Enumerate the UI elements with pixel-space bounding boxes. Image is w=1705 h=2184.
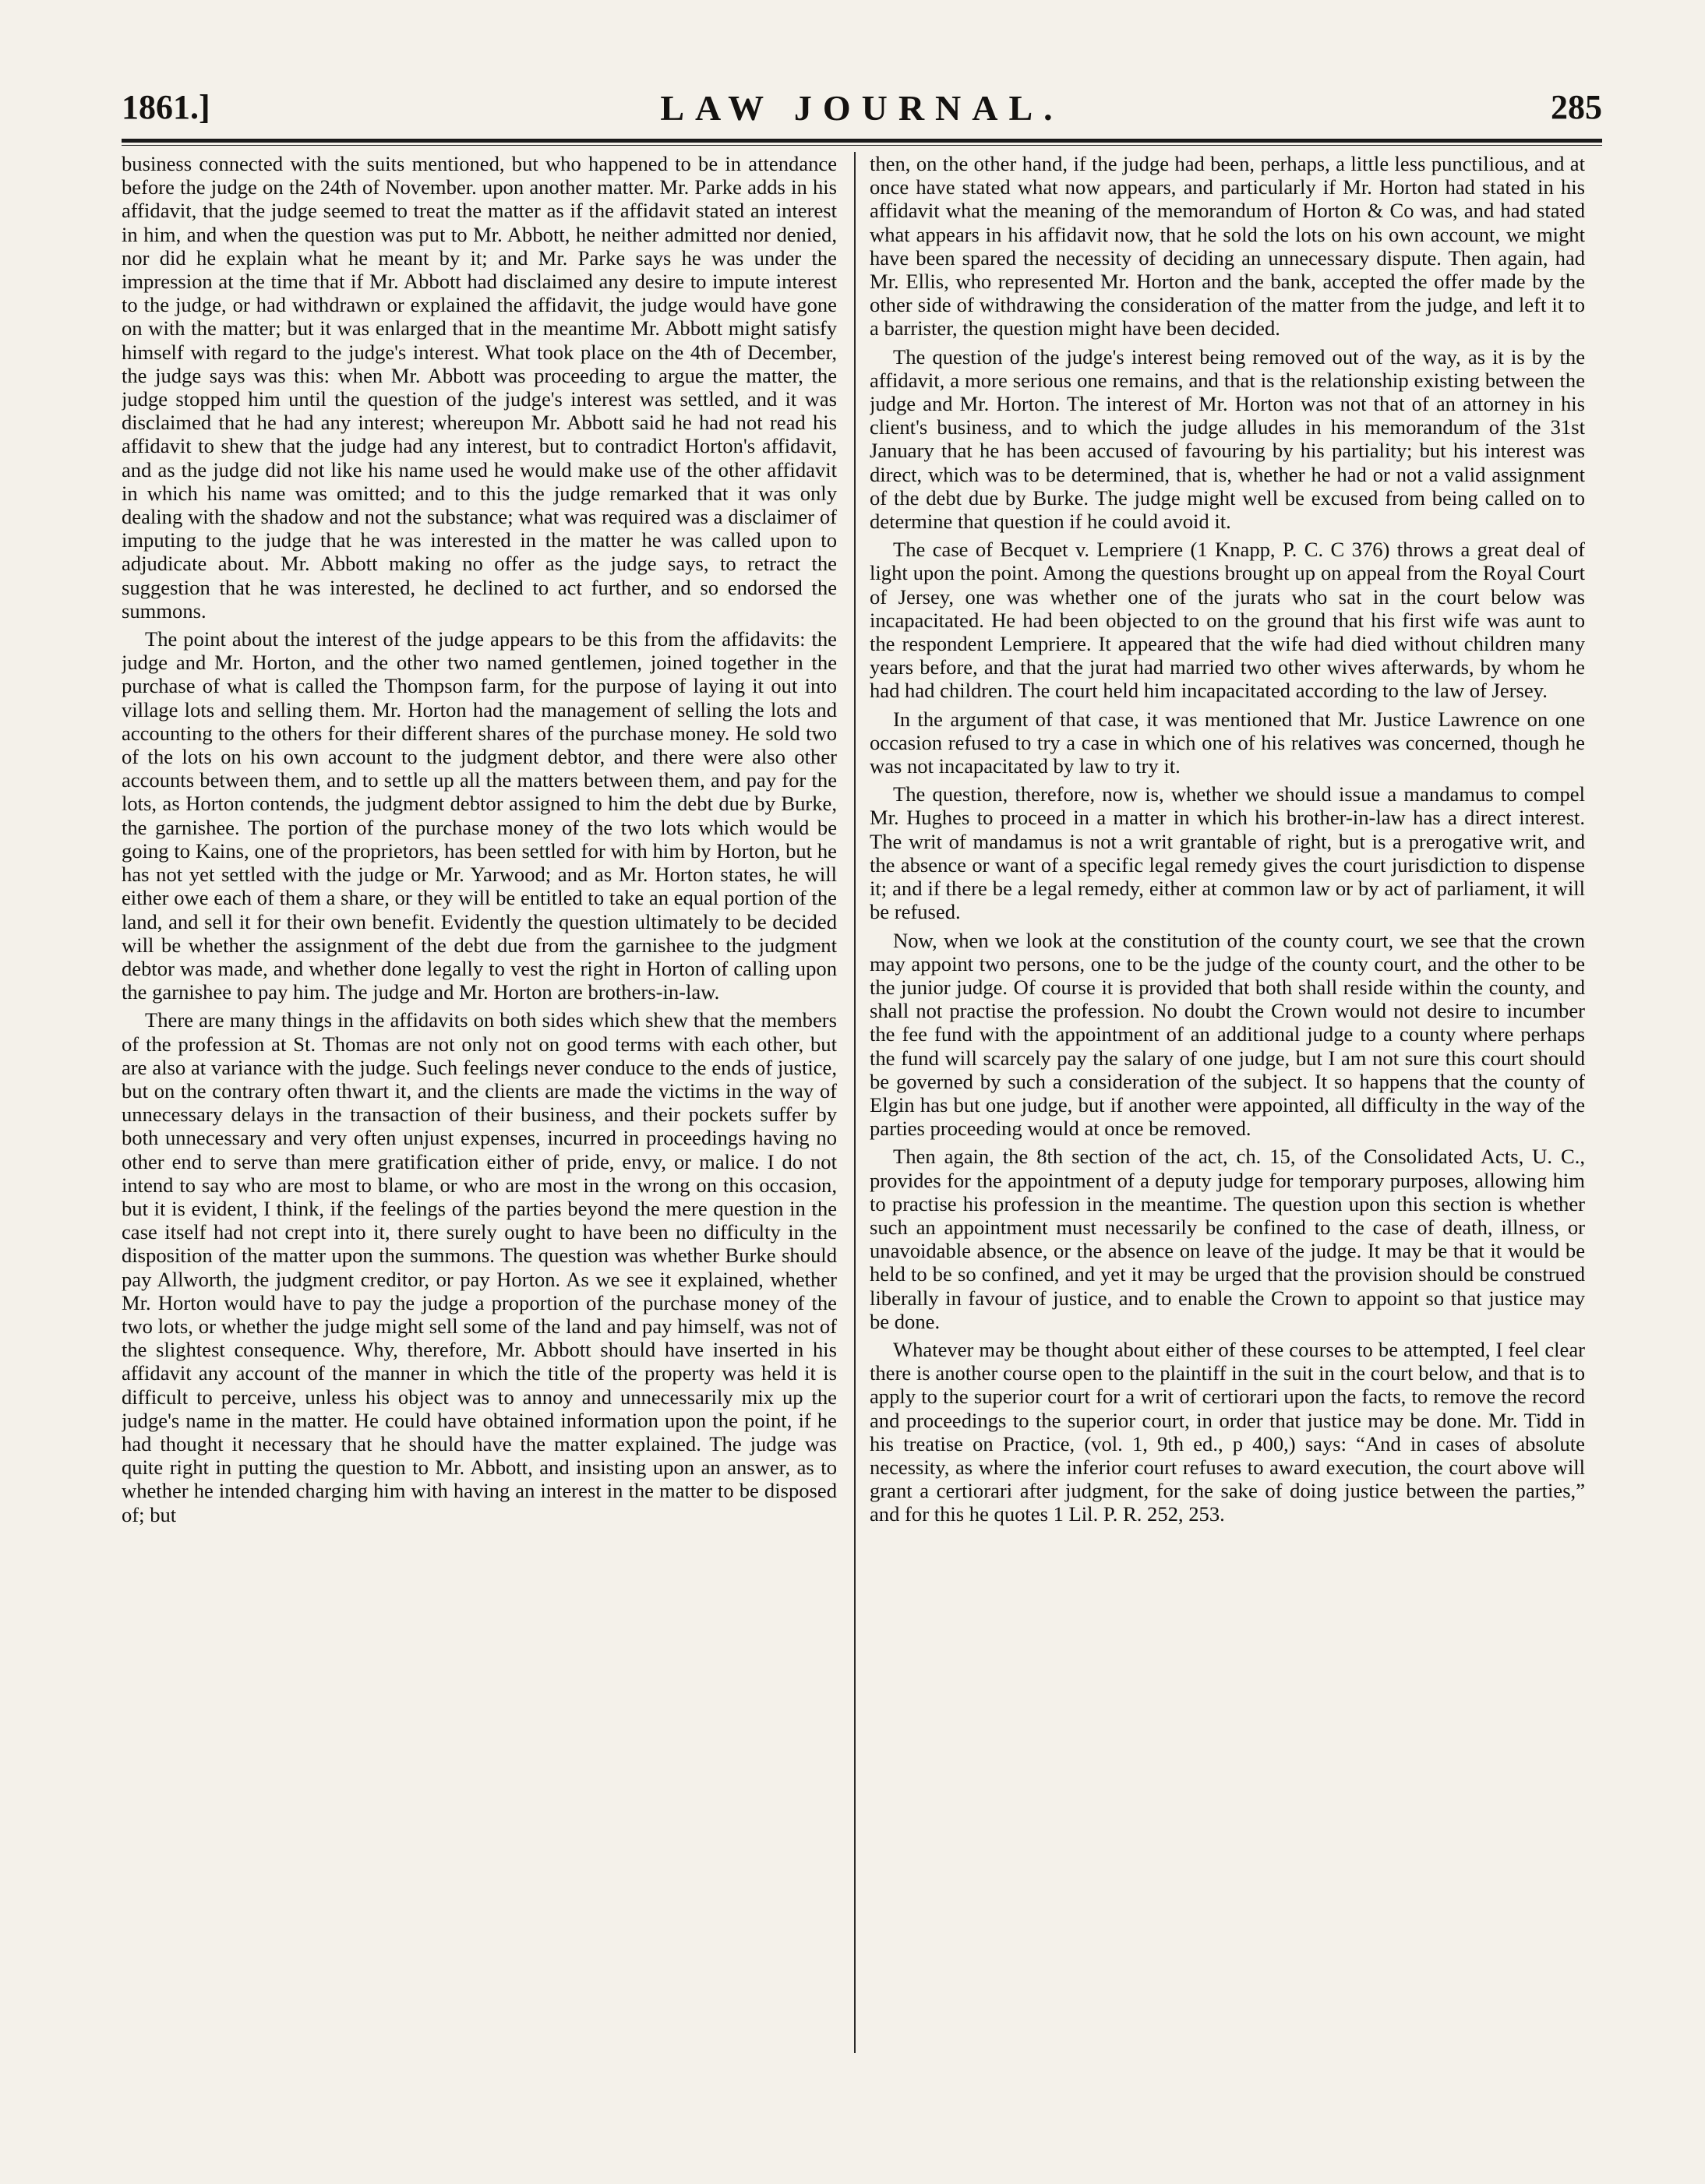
left-column [122,152,837,2115]
column-divider [854,152,856,2053]
page-number: 285 [1551,88,1602,126]
paragraph: business connected with the suits mentioned, but who happened to be in attendance before the judge on the 24th of November. upon another matter. Mr. Parke adds in his affidavit, that the judge seemed to treat the matter as if the affidavit stated an interest in him, and when the question was put to Mr. Abbott, he neither admitted nor denied, nor did he explain what he meant by it; and Mr. Parke says he was under the impression at the time that if Mr. Abbott had disclaimed any desire to impute interest to the judge, or had withdrawn or explained the affidavit, the judge would have gone on with the matter; but it was enlarged that in the meantime Mr. Abbott might satisfy himself with regard to the judge's interest. What took place on the 4th of December, the judge says was this: when Mr. Abbott was proceeding to argue the matter, the judge stopped him until the question of the judge's interest was settled, and it was disclaimed that he had any interest; whereupon Mr. Abbott said he had not read his affidavit to shew that the judge had any interest, but to contradict Horton's affidavit, and as the judge did not like his name used he would make use of the other affidavit in which his name was omitted; and to this the judge remarked that it was only dealing with the shadow and not the substance; what was required was a disclaimer of imputing to the judge that he was interested in the matter he was called upon to adjudicate about. Mr. Abbott making no offer as the judge says, to retract the suggestion that he was interested, he declined to act further, and so endorsed the summons. [122,152,837,623]
paragraph: Then again, the 8th section of the act, ch. 15, of the Consolidated Acts, U. C., provides for the appointment of a deputy judge for temporary purposes, allowing him to practise his profession in the meantime. The question upon this section is whether such an appointment must necessarily be confined to the case of death, illness, or unavoidable absence, or the absence on leave of the judge. It may be that it would be held to be so confined, and yet it may be urged that the provision should be construed liberally in favour of justice, and to enable the Crown to appoint so that justice may be done. [870,1145,1585,1333]
header-rule-thin [122,145,1602,146]
paragraph: The point about the interest of the judge appears to be this from the affidavits: the judge and Mr. Horton, and the other two named gentlemen, joined together in the purchase of what is called the Thompson farm, for the purpose of laying it out into village lots and selling them. Mr. Horton had the management of selling the lots and accounting to the others for their different shares of the purchase money. He sold two of the lots on his own account to the judgment debtor, and there were also other accounts between them, and to settle up all the matters between them, and pay for the lots, as Horton contends, the judgment debtor assigned to him the debt due by Burke, the garnishee. The portion of the purchase money of the two lots which would be going to Kains, one of the proprietors, has been settled for with him by Horton, but he has not yet settled with the judge or Mr. Yarwood; and as Mr. Horton states, he will either owe each of them a share, or they will be entitled to take an equal portion of the land, and sell it for their own benefit. Evidently the question ultimately to be decided will be whether the assignment of the debt due from the garnishee to the judgment debtor was made, and whether done legally to vest the right in Horton of calling upon the garnishee to pay him. The judge and Mr. Horton are brothers-in-law. [122,627,837,1004]
header-rule [122,139,1602,143]
paragraph: There are many things in the affidavits on both sides which shew that the members of the profession at St. Thomas are not only not on good terms with each other, but are also at variance with the judge. Such feelings never conduce to the ends of justice, but on the contrary often thwart it, and the clients are made the victims in the way of unnecessary delays in the transaction of their business, and their pockets suffer by both unnecessary and very often unjust expenses, incurred in proceedings having no other end to serve than mere gratification either of pride, envy, or malice. I do not intend to say who are most to blame, or who are most in the wrong on this occasion, but it is evident, I think, if the feelings of the parties beyond the mere question in the case itself had not crept into it, there surely ought to have been no difficulty in the disposition of the matter upon the summons. The question was whether Burke should pay Allworth, the judgment creditor, or pay Horton. As we see it explained, whether Mr. Horton would have to pay the judge a proportion of the purchase money of the two lots, or whether the judge might sell some of the land and pay himself, was not of the slightest consequence. Why, therefore, Mr. Abbott should have inserted in his affidavit any account of the manner in which the title of the property was held it is difficult to perceive, unless his object was to annoy and unnecessarily mix up the judge's name in the matter. He could have obtained information upon the point, if he had thought it necessary that he should have the matter explained. The judge was quite right in putting the question to Mr. Abbott, and insisting upon an answer, as to whether he intended charging him with having an interest in the matter to be disposed of; but [122,1008,837,1526]
paragraph: In the argument of that case, it was mentioned that Mr. Justice Lawrence on one occasion refused to try a case in which one of his relatives was concerned, though he was not incapacitated by law to try it. [870,707,1585,778]
paragraph: The case of Becquet v. Lempriere (1 Knapp, P. C. C 376) throws a great deal of light upon the point. Among the questions brought up on appeal from the Royal Court of Jersey, one was whether one of the jurats who sat in the court below was incapacitated. He had been objected to on the ground that his first wife was aunt to the respondent Lempriere. It appeared that the wife had died without children many years before, and that the jurat had married two other wives afterwards, by whom he had had children. The court held him incapacitated according to the law of Jersey. [870,538,1585,703]
running-header [122,87,1602,134]
header-year: 1861.] [122,88,210,126]
paragraph: The question of the judge's interest being removed out of the way, as it is by the affidavit, a more serious one remains, and that is the relationship existing between the judge and Mr. Horton. The interest of Mr. Horton was not that of an attorney in his client's business, and to which the judge alludes in his memorandum of the 31st January that he has been accused of favouring by his partiality; but his interest was direct, which was to be determined, that is, whether he had or not a valid assignment of the debt due by Burke. The judge might well be excused from being called on to determine that question if he could avoid it. [870,344,1585,534]
paragraph: Whatever may be thought about either of these courses to be attempted, I feel clear there is another course open to the plaintiff in the suit in the court below, and that is to apply to the superior court for a writ of certiorari upon the facts, to remove the record and proceedings to the superior court, in order that justice may be done. Mr. Tidd in his treatise on Practice, (vol. 1, 9th ed., p 400,) says: “And in cases of absolute necessity, as where the inferior court refuses to award execution, the court above will grant a certiorari after judgment, for the sake of doing justice between the parties,” and for this he quotes 1 Lil. P. R. 252, 253. [870,1337,1585,1526]
journal-title: LAW JOURNAL. [660,88,1064,128]
right-column [870,152,1585,2115]
paragraph: The question, therefore, now is, whether we should issue a mandamus to compel Mr. Hughes to proceed in a matter in which his brother-in-law has a direct interest. The writ of mandamus is not a writ grantable of right, but is a prerogative writ, and the absence or want of a specific legal remedy gives the court jurisdiction to dispense it; and if there be a legal remedy, either at common law or by act of parliament, it will be refused. [870,782,1585,924]
paragraph: Now, when we look at the constitution of the county court, we see that the crown may appoint two persons, one to be the judge of the county court, and the other to be the junior judge. Of course it is provided that both shall reside within the county, and shall not practise the profession. No doubt the Crown would not desire to incumber the fee fund with the appointment of an additional judge to a county where perhaps the fund will scarcely pay the salary of one judge, but I am not sure this court should be governed by such a consideration of the subject. It so happens that the county of Elgin has but one judge, but if another were appointed, all difficulty in the way of the parties proceeding would at once be removed. [870,928,1585,1141]
paragraph: then, on the other hand, if the judge had been, perhaps, a little less punctilious, and at once have stated what now appears, and particularly if Mr. Horton had stated in his affidavit what the meaning of the memorandum of Horton & Co was, and had stated what appears in his affidavit now, that he sold the lots on his own account, we might have been spared the necessity of deciding an unnecessary dispute. Then again, had Mr. Ellis, who represented Mr. Horton and the bank, accepted the offer made by the other side of withdrawing the consideration of the matter from the judge, and left it to a barrister, the question might have been decided. [870,152,1585,340]
